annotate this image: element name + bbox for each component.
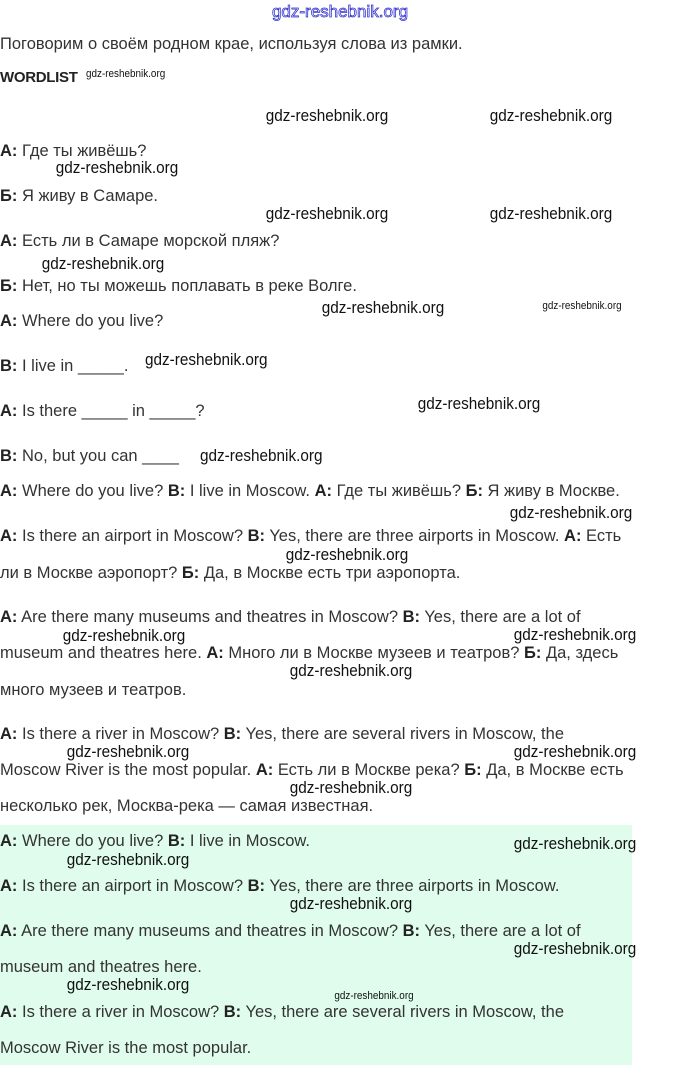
dialogue-text: Есть [581,527,622,545]
watermark: gdz-reshebnik.org [289,661,413,680]
example-dialogue-line [0,312,163,330]
answer-line [0,608,581,626]
dialogue-text: несколько рек, Москва-река — самая известная. [0,797,374,815]
watermark: gdz-reshebnik.org [66,742,190,761]
answer-line [0,681,186,699]
dialogue-text: Are there many museums and theatres in Moscow? [17,922,403,940]
final-answer-line [0,832,310,850]
watermark: gdz-reshebnik.org [513,939,637,958]
watermark: gdz-reshebnik.org [289,778,413,797]
speaker-label: Б: [524,644,542,662]
dialogue-text: Yes, there are several rivers in Moscow, the [241,1003,564,1021]
answer-line [0,482,620,500]
dialogue-text: museum and theatres here. [0,644,207,662]
dialogue-text: Moscow River is the most popular. [0,761,256,779]
dialogue-text: Есть ли в Москве река? [273,761,465,779]
dialogue-text: Я живу в Москве. [482,482,620,500]
watermark: gdz-reshebnik.org [513,625,637,644]
final-answer-line [0,922,581,940]
dialogue-text: много музеев и театров. [0,681,187,699]
dialogue-text: Есть ли в Самаре морской пляж? [17,232,280,250]
watermark: gdz-reshebnik.org [513,742,637,761]
final-answer-line [0,1003,564,1021]
example-dialogue-line [0,187,158,205]
answer-line [0,564,460,582]
watermark: gdz-reshebnik.org [145,350,268,369]
answer-line [0,761,624,779]
watermark: gdz-reshebnik.org [285,545,409,564]
dialogue-text: Где ты живёшь? [331,482,466,500]
dialogue-text: Where do you live? [17,832,168,850]
speaker-label: A: [0,608,18,626]
dialogue-text: Много ли в Москве музеев и театров? [223,644,524,662]
watermark: gdz-reshebnik.org [334,990,414,1002]
speaker-label: А: [0,232,18,250]
watermark: gdz-reshebnik.org [86,68,166,80]
dialogue-text: Is there a river in Moscow? [17,725,224,743]
speaker-label: Б: [0,277,18,295]
watermark: gdz-reshebnik.org [200,446,323,465]
speaker-label: A: [0,402,18,420]
example-dialogue-line [0,232,279,250]
watermark: gdz-reshebnik.org [542,300,622,312]
speaker-label: А: [0,142,18,160]
dialogue-text: I live in Moscow. [185,832,310,850]
speaker-label: A: [0,482,18,500]
speaker-label: A: [0,1003,18,1021]
watermark: gdz-reshebnik.org [489,106,613,125]
watermark: gdz-reshebnik.org [289,894,413,913]
speaker-label: А: [206,644,224,662]
dialogue-text: Yes, there are a lot of [420,608,581,626]
final-answer-line [0,877,559,895]
watermark: gdz-reshebnik.org [321,298,445,317]
dialogue-text: Is there an airport in Moscow? [17,527,248,545]
dialogue-text: Where do you live? [17,482,168,500]
dialogue-text: Я живу в Самаре. [17,187,159,205]
dialogue-text: Yes, there are several rivers in Moscow, the [241,725,564,743]
dialogue-text: I live in _____. [17,357,129,375]
site-header-link[interactable]: gdz-reshebnik.org [271,2,409,21]
dialogue-text: No, but you can ____ [17,447,179,465]
dialogue-text: Are there many museums and theatres in Moscow? [17,608,403,626]
speaker-label: Б: [0,187,18,205]
dialogue-text: Да, в Москве есть [481,761,624,779]
speaker-label: А: [314,482,332,500]
speaker-label: А: [564,527,582,545]
example-dialogue-line [0,447,179,465]
watermark: gdz-reshebnik.org [66,850,190,869]
example-dialogue-line [0,402,205,420]
intro-text: Поговорим о своём родном крае, используя слова из рамки. [0,35,463,53]
answer-line [0,527,621,545]
dialogue-text: Yes, there are a lot of [420,922,581,940]
speaker-label: А: [255,761,274,779]
dialogue-text: Is there an airport in Moscow? [17,877,248,895]
dialogue-text: Is there a river in Moscow? [17,1003,224,1021]
speaker-label: B: [167,832,186,850]
dialogue-text: Где ты живёшь? [17,142,147,160]
dialogue-text: I live in Moscow. [185,482,315,500]
answer-line [0,725,564,743]
speaker-label: B: [223,725,242,743]
speaker-label: B: [247,527,266,545]
example-dialogue-line [0,277,357,295]
speaker-label: B: [223,1003,242,1021]
wordlist-label: WORDLIST [0,69,78,86]
speaker-label: Б: [464,761,482,779]
dialogue-text: Where do you live? [17,312,164,330]
dialogue-text: Нет, но ты можешь поплавать в реке Волге. [17,277,357,295]
speaker-label: A: [0,725,18,743]
speaker-label: A: [0,832,18,850]
example-dialogue-line [0,357,128,375]
dialogue-text: Is there _____ in _____? [17,402,205,420]
speaker-label: A: [0,922,18,940]
dialogue-text: Да, в Москве есть три аэропорта. [199,564,461,582]
watermark: gdz-reshebnik.org [417,394,541,413]
speaker-label: A: [0,312,18,330]
final-answer-line [0,1039,251,1057]
watermark: gdz-reshebnik.org [513,834,637,853]
speaker-label: A: [0,877,18,895]
watermark: gdz-reshebnik.org [509,503,633,522]
watermark: gdz-reshebnik.org [62,626,186,645]
dialogue-text: Yes, there are three airports in Moscow. [265,877,560,895]
dialogue-text: Да, здесь [541,644,619,662]
speaker-label: B: [247,877,266,895]
dialogue-text: Moscow River is the most popular. [0,1039,252,1057]
speaker-label: B: [0,357,18,375]
answer-line [0,644,618,662]
speaker-label: B: [402,608,421,626]
dialogue-text: Yes, there are three airports in Moscow. [265,527,565,545]
watermark: gdz-reshebnik.org [489,204,613,223]
answer-line [0,797,373,815]
speaker-label: B: [167,482,186,500]
dialogue-text: ли в Москве аэропорт? [0,564,182,582]
speaker-label: A: [0,527,18,545]
watermark: gdz-reshebnik.org [66,975,190,994]
watermark: gdz-reshebnik.org [55,158,179,177]
watermark: gdz-reshebnik.org [265,106,389,125]
dialogue-text: museum and theatres here. [0,958,202,976]
speaker-label: Б: [465,482,483,500]
speaker-label: B: [0,447,18,465]
final-answer-line [0,958,202,976]
watermark: gdz-reshebnik.org [265,204,389,223]
watermark: gdz-reshebnik.org [41,254,165,273]
speaker-label: B: [402,922,421,940]
speaker-label: Б: [181,564,200,582]
